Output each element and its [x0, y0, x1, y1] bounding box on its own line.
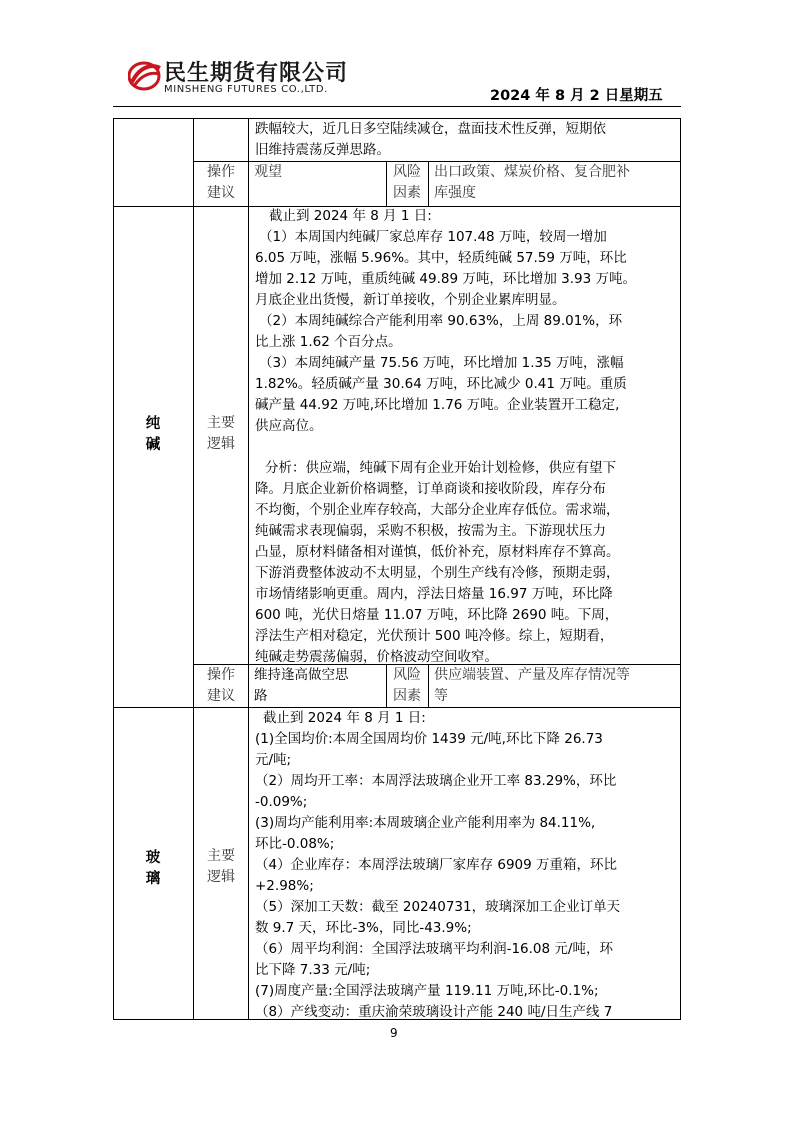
- section-name-soda-ash: [118, 414, 188, 456]
- text-line: 数 9.7 天，环比-3%，同比-43.9%;: [255, 920, 472, 936]
- text-line: 降。月底企业新价格调整，订单商谈和接收阶段，库存分布: [255, 481, 606, 497]
- label-line: 因素: [393, 688, 421, 704]
- text-line: 浮法生产相对稳定，光伏预计 500 吨冷修。综上，短期看，: [255, 628, 614, 644]
- prev-logic-text: [255, 119, 606, 161]
- text-line: [255, 437, 636, 458]
- text-line: （4）企业库存：本周浮法玻璃厂家库存 6909 万重箱，环比: [255, 857, 618, 873]
- table-col-divider-1: [193, 118, 194, 1020]
- prev-op-label: [196, 162, 246, 204]
- page-number: 9: [390, 1026, 398, 1040]
- risk-line: 等: [434, 688, 448, 704]
- text-line: 6.05 万吨，涨幅 5.96%。其中，轻质纯碱 57.59 万吨，环比: [255, 250, 627, 266]
- risk-line: 供应端装置、产量及库存情况等: [434, 667, 630, 683]
- table-col-divider-2: [248, 118, 249, 1020]
- label-line: 逻辑: [207, 436, 235, 452]
- text-line: 元/吨;: [255, 752, 292, 768]
- company-name-cn: 民生期货有限公司: [164, 61, 349, 86]
- text-line: （1）本周国内纯碱厂家总库存 107.48 万吨，较周一增加: [259, 229, 607, 245]
- text-line: 分析：供应端，纯碱下周有企业开始计划检修，供应有望下: [265, 460, 616, 476]
- label-line: 建议: [207, 185, 235, 201]
- text-line: 下游消费整体波动不太明显，个别生产线有冷修，预期走弱，: [255, 565, 620, 581]
- section-char: 玻: [145, 850, 161, 866]
- text-line: 跌幅较大，近几日多空陆续减仓，盘面技术性反弹，短期依: [255, 121, 606, 137]
- soda-risk-label: [382, 665, 432, 707]
- text-line: 凸显，原材料储备相对谨慎，低价补充，原材料库存不算高。: [255, 544, 620, 560]
- risk-line: 库强度: [434, 185, 476, 201]
- label-line: 建议: [207, 688, 235, 704]
- label-line: 操作: [207, 164, 235, 180]
- soda-logic-text: [255, 206, 636, 668]
- text-line: +2.98%;: [255, 878, 314, 894]
- risk-line: 出口政策、煤炭价格、复合肥补: [434, 164, 630, 180]
- glass-logic-label: [196, 846, 246, 888]
- text-line: （2）周均开工率：本周浮法玻璃企业开工率 83.29%，环比: [255, 773, 617, 789]
- op-line: 维持逢高做空思: [254, 667, 349, 683]
- text-line: 截止到 2024 年 8 月 1 日:: [263, 710, 426, 726]
- text-line: 1.82%。轻质碱产量 30.64 万吨，环比减少 0.41 万吨。重质: [255, 376, 627, 392]
- soda-op-label: [196, 665, 246, 707]
- prev-risk-label: [382, 162, 432, 204]
- text-line: 供应高位。: [255, 418, 323, 434]
- text-line: -0.09%;: [255, 794, 308, 810]
- prev-op-value: 观望: [254, 164, 282, 180]
- text-line: 不均衡，个别企业库存较高，大部分企业库存低位。需求端，: [255, 502, 620, 518]
- soda-op-value: [254, 665, 349, 707]
- label-line: 风险: [393, 667, 421, 683]
- company-name-en: MINSHENG FUTURES CO.,LTD.: [164, 84, 328, 95]
- text-line: （6）周平均利润：全国浮法玻璃平均利润-16.08 元/吨，环: [255, 941, 613, 957]
- label-line: 操作: [207, 667, 235, 683]
- op-line: 路: [254, 688, 268, 704]
- text-line: 截止到 2024 年 8 月 1 日:: [269, 208, 432, 224]
- text-line: （3）本周纯碱产量 75.56 万吨，环比增加 1.35 万吨，涨幅: [259, 355, 624, 371]
- header-rule: [113, 106, 681, 107]
- minsheng-logo-icon: [128, 56, 162, 96]
- text-line: 旧维持震荡反弹思路。: [255, 142, 390, 158]
- text-line: (7)周度产量:全国浮法玻璃产量 119.11 万吨,环比-0.1%;: [255, 983, 599, 999]
- section-name-glass: [118, 848, 188, 890]
- text-line: (3)周均产能利用率:本周玻璃企业产能利用率为 84.11%,: [255, 815, 596, 831]
- text-line: (1)全国均价:本周全国周均价 1439 元/吨,环比下降 26.73: [255, 731, 603, 747]
- text-line: 比下降 7.33 元/吨;: [255, 962, 371, 978]
- text-line: 比上涨 1.62 个百分点。: [255, 334, 402, 350]
- prev-risk-value: [434, 162, 630, 204]
- report-date: 2024 年 8 月 2 日星期五: [490, 88, 663, 104]
- text-line: 600 吨，光伏日熔量 11.07 万吨，环比降 2690 吨。下周，: [255, 607, 619, 623]
- text-line: 纯碱走势震荡偏弱，价格波动空间收窄。: [255, 649, 498, 665]
- text-line: （8）产线变动：重庆渝荣玻璃设计产能 240 吨/日生产线 7: [255, 1004, 613, 1020]
- section-char: 璃: [145, 871, 161, 887]
- label-line: 逻辑: [207, 869, 235, 885]
- label-line: 主要: [207, 848, 235, 864]
- section-char: 纯: [145, 416, 161, 432]
- text-line: 增加 2.12 万吨，重质纯碱 49.89 万吨，环比增加 3.93 万吨。: [255, 271, 637, 287]
- text-line: （2）本周纯碱综合产能利用率 90.63%，上周 89.01%，环: [259, 313, 623, 329]
- company-logo: [128, 56, 368, 100]
- text-line: 纯碱需求表现偏弱，采购不积极，按需为主。下游现状压力: [255, 523, 606, 539]
- text-line: （5）深加工天数：截至 20240731，玻璃深加工企业订单天: [255, 899, 621, 915]
- text-line: 碱产量 44.92 万吨,环比增加 1.76 万吨。企业装置开工稳定,: [255, 397, 620, 413]
- label-line: 主要: [207, 415, 235, 431]
- soda-risk-value: [434, 665, 630, 707]
- section-char: 碱: [145, 437, 161, 453]
- text-line: 环比-0.08%;: [255, 836, 335, 852]
- text-line: 月底企业出货慢，新订单接收，个别企业累库明显。: [255, 292, 566, 308]
- label-line: 风险: [393, 164, 421, 180]
- text-line: 市场情绪影响更重。周内，浮法日熔量 16.97 万吨，环比降: [255, 586, 613, 602]
- glass-logic-text: [255, 708, 620, 1023]
- label-line: 因素: [393, 185, 421, 201]
- soda-logic-label: [196, 413, 246, 455]
